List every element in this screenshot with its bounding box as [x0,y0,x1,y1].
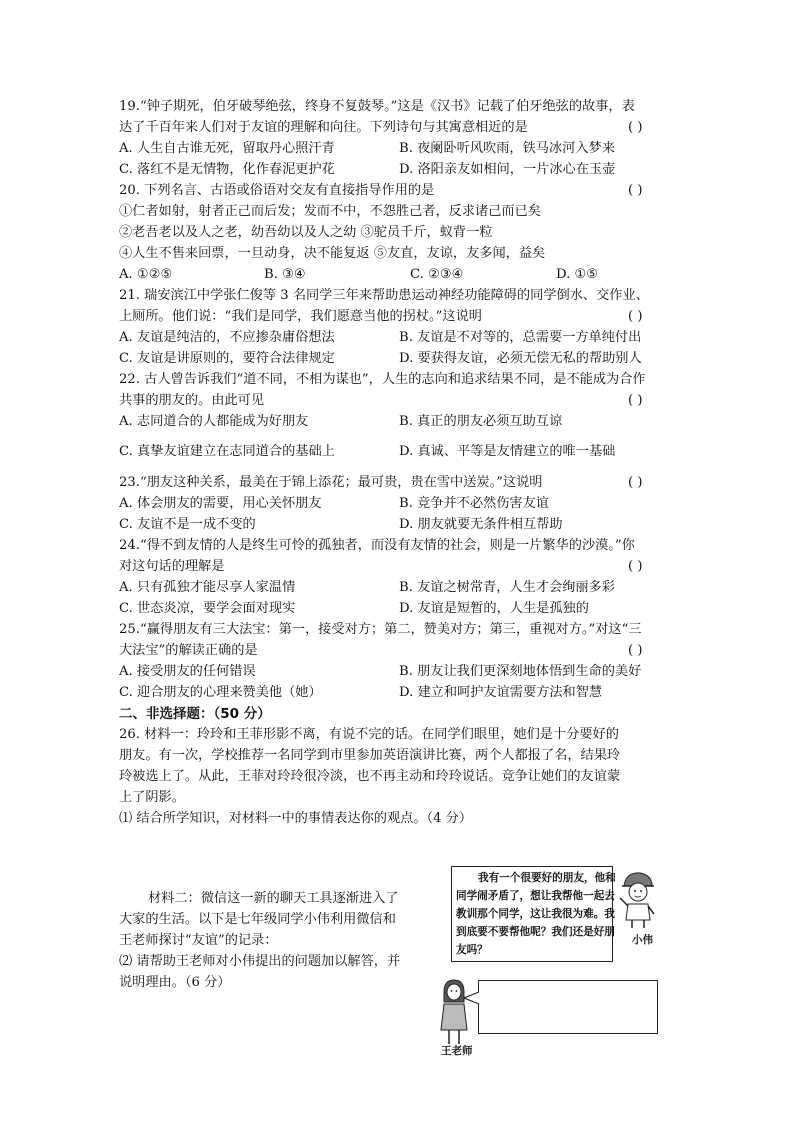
q20-option-b[interactable]: B. ③④ [264,267,306,282]
student-avatar-icon [612,868,662,928]
q19-answer-blank[interactable]: ( ) [628,120,643,135]
q24-stem-line1: 24.“得不到友情的人是终生可怜的孤独者，而没有友情的社会，则是一片繁华的沙漠。”你 [119,538,635,553]
q20-option-c[interactable]: C. ②③④ [410,267,464,282]
q23-stem: 23.“朋友这种关系，最美在于锦上添花；最可贵，贵在雪中送炭。”这说明 [119,475,543,490]
q26-material1-line1: 26. 材料一：玲玲和王菲形影不离，有说不完的话。在同学们眼里，她们是十分要好的 [119,727,619,742]
q23-option-d[interactable]: D. 朋友就要无条件相互帮助 [399,517,563,532]
q26-material2-line1: 材料二：微信这一新的聊天工具逐渐进入了 [148,891,399,906]
q22-option-b[interactable]: B. 真正的朋友必须互助互谅 [399,414,563,429]
q21-stem-line2: 上厕所。他们说：“我们是同学，我们愿意当他的拐杖。”这说明 [119,309,482,324]
q22-option-c[interactable]: C. 真挚友谊建立在志同道合的基础上 [119,444,335,459]
q24-answer-blank[interactable]: ( ) [628,559,643,574]
q21-option-a[interactable]: A. 友谊是纯洁的，不应掺杂庸俗想法 [119,330,335,345]
q22-stem-line2: 共事的朋友的。由此可见 [119,393,265,408]
teacher-reply-box[interactable] [478,980,658,1034]
q21-option-b[interactable]: B. 友谊是不对等的，总需要一方单纯付出 [399,330,642,345]
q24-option-d[interactable]: D. 友谊是短暂的，人生是孤独的 [399,601,589,616]
q25-option-b[interactable]: B. 朋友让我们更深刻地体悟到生命的美好 [399,664,642,679]
q26-material1-line2: 朋友。有一次，学校推荐一名同学到市里参加英语演讲比赛，两个人都报了名，结果玲 [119,748,621,763]
q20-option-d[interactable]: D. ①⑤ [556,267,599,282]
q25-option-c[interactable]: C. 迎合朋友的心理来赞美他（她） [119,685,322,700]
q24-stem-line2: 对这句话的理解是 [119,559,225,574]
q25-stem-line1: 25.“赢得朋友有三大法宝：第一，接受对方；第二，赞美对方；第三，重视对方。”对这“三 [119,622,642,637]
q21-option-c[interactable]: C. 友谊是讲原则的，要符合法律规定 [119,351,335,366]
bubble-line-5: 友吗？ [456,944,488,956]
q26-subquestion-1: ⑴ 结合所学知识，对材料一中的事情表达你的观点。（4 分） [119,811,473,826]
q25-stem-line2: 大法宝”的解读正确的是 [119,643,258,658]
q26-subquestion-2-line1: ⑵ 请帮助王老师对小伟提出的问题加以解答，并 [119,954,401,969]
q21-option-d[interactable]: D. 要获得友谊，必须无偿无私的帮助别人 [399,351,642,366]
student-name-label: 小伟 [632,934,653,946]
q20-answer-blank[interactable]: ( ) [628,183,643,198]
q20-option-a[interactable]: A. ①②⑤ [119,267,173,282]
q20-item-line2: ②老吾老以及人之老，幼吾幼以及人之幼 ③驼员千斤，蚁背一粒 [119,225,493,240]
q22-option-a[interactable]: A. 志同道合的人都能成为好朋友 [119,414,309,429]
q19-option-b[interactable]: B. 夜阑卧听风吹雨，铁马冰河入梦来 [399,141,615,156]
bubble-line-3: 教训那个同学，这让我很为难。我 [456,908,615,920]
section-2-heading: 二、非选择题：（50 分） [119,706,271,722]
bubble-line-1: 我有一个很要好的朋友，他和 [478,872,616,884]
q19-stem-line1: 19.“钟子期死，伯牙破琴绝弦，终身不复鼓琴。”这是《汉书》记载了伯牙绝弦的故事，表 [119,99,635,114]
teacher-avatar-icon [436,978,472,1046]
q21-stem-line1: 21. 瑞安滨江中学张仁俊等 3 名同学三年来帮助患运动神经功能障碍的同学倒水、交作业、 [119,288,649,303]
teacher-name-label: 王老师 [441,1045,473,1057]
q24-option-b[interactable]: B. 友谊之树常青，人生才会绚丽多彩 [399,580,615,595]
q25-option-d[interactable]: D. 建立和呵护友谊需要方法和智慧 [399,685,603,700]
q23-option-c[interactable]: C. 友谊不是一成不变的 [119,517,256,532]
bubble-line-4: 到底要不要帮他呢？我们还是好朋 [456,926,615,938]
q22-answer-blank[interactable]: ( ) [628,393,643,408]
q26-material1-line4: 上了阴影。 [119,790,185,805]
q25-option-a[interactable]: A. 接受朋友的任何错误 [119,664,256,679]
q26-material1-line3: 玲被选上了。从此，王菲对玲玲很冷淡，也不再主动和玲玲说话。竞争让她们的友谊蒙 [119,769,621,784]
q22-stem-line1: 22. 古人曾告诉我们“道不同，不相为谋也”，人生的志向和追求结果不同，是不能成为合作 [119,372,646,387]
q26-subquestion-2-line2: 说明理由。（6 分） [119,975,231,990]
bubble-line-2: 同学闹矛盾了，想让我帮他一起去 [456,890,615,902]
q19-option-a[interactable]: A. 人生自古谁无死，留取丹心照汗青 [119,141,335,156]
q26-material2-line3: 王老师探讨“友谊”的记录： [119,933,278,948]
q23-answer-blank[interactable]: ( ) [628,475,643,490]
q20-stem: 20. 下列名言、古语或俗语对交友有直接指导作用的是 [119,183,435,198]
q24-option-c[interactable]: C. 世态炎凉，要学会面对现实 [119,601,296,616]
q19-stem-line2: 达了千百年来人们对于友谊的理解和向往。下列诗句与其寓意相近的是 [119,120,528,135]
q20-item-line3: ④人生不售来回票，一旦动身，决不能复返 ⑤友直，友谅，友多闻，益矣 [119,246,546,261]
q23-option-a[interactable]: A. 体会朋友的需要，用心关怀朋友 [119,496,322,511]
q26-material2-line2: 大家的生活。以下是七年级同学小伟利用微信和 [119,912,396,927]
q19-option-d[interactable]: D. 洛阳亲友如相问，一片冰心在玉壶 [399,162,616,177]
q23-option-b[interactable]: B. 竞争并不必然伤害友谊 [399,496,549,511]
q25-answer-blank[interactable]: ( ) [628,643,643,658]
q20-item-line1: ①仁者如射，射者正己而后发；发而不中，不怨胜己者，反求诸己而已矣 [119,204,541,219]
q24-option-a[interactable]: A. 只有孤独才能尽享人家温情 [119,580,296,595]
q19-option-c[interactable]: C. 落红不是无情物，化作春泥更护花 [119,162,335,177]
q22-option-d[interactable]: D. 真诚、平等是友情建立的唯一基础 [399,444,616,459]
q21-answer-blank[interactable]: ( ) [628,309,643,324]
